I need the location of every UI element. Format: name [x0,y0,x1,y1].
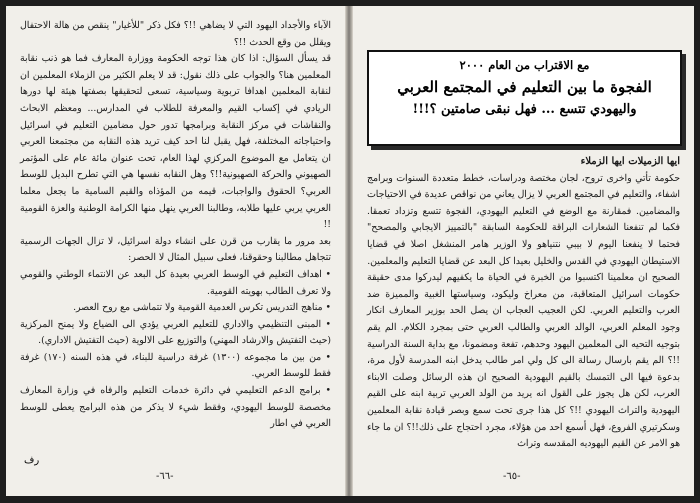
bullet-item: • مناهج التدريس تكرس العدمية القومية ولا تتماشى مع روح العصر. [20,300,331,317]
bullet-item: • المبنى التنظيمي والاداري للتعليم العربي يؤدي الى الضياع ولا يمنح المركزية (حيث التفتيش والارشاد المهني) والتوزيع على الالوية (حيث التفتيش الاداري). [20,317,331,350]
bullet-item: • اهداف التعليم في الوسط العربي بعيدة كل البعد عن الانتماء الوطني والقومي ولا تعرف الطالب بهويته القومية. [20,267,331,300]
title-line: مع الاقتراب من العام ٢٠٠٠ [459,58,590,72]
left-page [6,6,346,496]
footer-mark: رف [24,455,40,466]
bullet-item: • برامج الدعم التعليمي في دائرة خدمات التعليم والرفاه في وزارة المعارف مخصصة للوسط اليهودي، وفقط شيء لا يذكر من هذه البرامج يعطى للوسط العربي في اطار [20,383,331,433]
bullet-item: • من بين ما مجموعه (١٣٠٠) غرفة دراسية للبناء، في هذه السنه (١٧٠) غرفة فقط للوسط العربي. [20,350,331,383]
paragraph: حكومة تأتي واخرى تروح، لجان مختصة ودراسات، خطط متعددة السنوات وبرامج اشفاء، والتعليم في المجتمع العربي لا يزال يعاني من نواقص عديدة في الاحتياجات والمضامين. فمقارنة مع الوضع في التعليم اليهودي، الفجوة تتسع وتزداد تعمقا. فكما لم تنفعنا الشعارات البراقة للحكومة السابقة "بالتمييز الايجابي والمصحح" فحتما لا ينفعنا اليوم لا بيبي نتنياهو ولا الوزير هامر المنشغل اصلا في قضايا الاستيطان اليهودي في القدس والخليل بعيدا كل البعد عن قضايا التعليم والمعلمين. [367,172,680,267]
salutation-heading: ايها الزميلات ايها الزملاء [580,156,680,167]
paragraph: بعد مرور ما يقارب من قرن على انشاء دولة اسرائيل، لا تزال الجهات الرسمية تتجاهل مطالبنا وحقوقنا، فعلى سبيل المثال لا الحصر: [20,235,331,264]
page-number: -٦٥- [503,471,521,482]
paragraph: الآباء والأجداد اليهود التي لا يضاهي !!؟ فكل ذكر "للأغيار" ينقص من هالة الاحتفال ويقلل من وقع الحدث !!؟ [20,20,331,48]
paragraph: قد يسأل السؤال: اذا كان هذا توجه الحكومة ووزارة المعارف فما هو ذنب نقابة المعلمين هنا؟ والجواب على ذلك نقول: قد لا يعلم الكثير من الزملاء المعلمين ان لنقابة المعلمين اهدافا تربوية وسياسية، تسعى لتحقيقها بصفتها هيئة لها دورها الريادي في إكساب القيم والمعرفة للطلاب في المدارس... ومعظم الابحاث والنقاشات في مركز النقابة وبرامجها تدور حول مضامين التعليم في اسرائيل واحتياجاته المختلفة، فهل يقبل لنا احد كيف تريد هذه النقابه من مجتمعنا العربي ان يتعامل مع الموضوع المركزي لهذا العام، تحت عنوان مائة عام على المؤتمر الصهيوني والحركة الصهيونية!!؟ وهل النقابه نفسها هي التي تطرح البديل للوسط العربي؟ الحقوق والواجبات، قيمه من المؤذاه والقيم السامية ما يجعل معلما العربي يربي عليها طلابه، وطالبنا العربي ينهل منها الكرامة الوطنية والعزة القومية !! [20,53,331,231]
title-line: واليهودي تتسع ... فهل نبقى صامتين ؟!!! [412,102,637,117]
page-number: -٦٦- [156,471,174,482]
left-page-text [20,18,331,433]
article-title-box [367,50,682,146]
title-line: الفجوة ما بين التعليم في المجتمع العربي [397,78,652,96]
right-page [352,6,694,496]
paragraph: الصحيح ان معلمينا اكتسبوا من الخبرة في الحياة ما يكفيهم ليدركوا مدى حقيقة حكومات اسرائيل المتعاقبة، من معراخ وليكود، وسياستها الغبية والمميزة ضد العرب والتعليم العربي. لكن العجيب العجاب ان يصل الحد بوزير المعارف انكار وجود المعلم العربي، الوالد العربي والطالب العربي حتى بمجرد الكلام. الم يقم بتوجيه التحيه الى المعلمين اليهود وحدهم، تفعة ومضمونا، مع بداية السنة الدراسية !!؟ الم يقم بارسال رسالة الى كل ولي امر طالب يدخل ابنه المدرسة لأول مرة، بدعوة فيها الى التمسك بالقيم اليهودية الصحيح ان هذه الرسائل وصلت الابناء العرب، لكن هل يجوز على القول انه يريد من الولد العربي تربية ابنه على القيم اليهودية والتراث اليهودي !!؟ كل هذا جرى تحت سمع وبصر قيادة نقابة المعلمين وسكرتيري الفروع، فهل أسمع احد من هؤلاء، مجرد احتجاج على ذلك!!؟ ان ما جاء هو الامر عن القيم اليهوديه المقدسه وتراث [367,272,680,450]
right-page-text [367,154,680,453]
